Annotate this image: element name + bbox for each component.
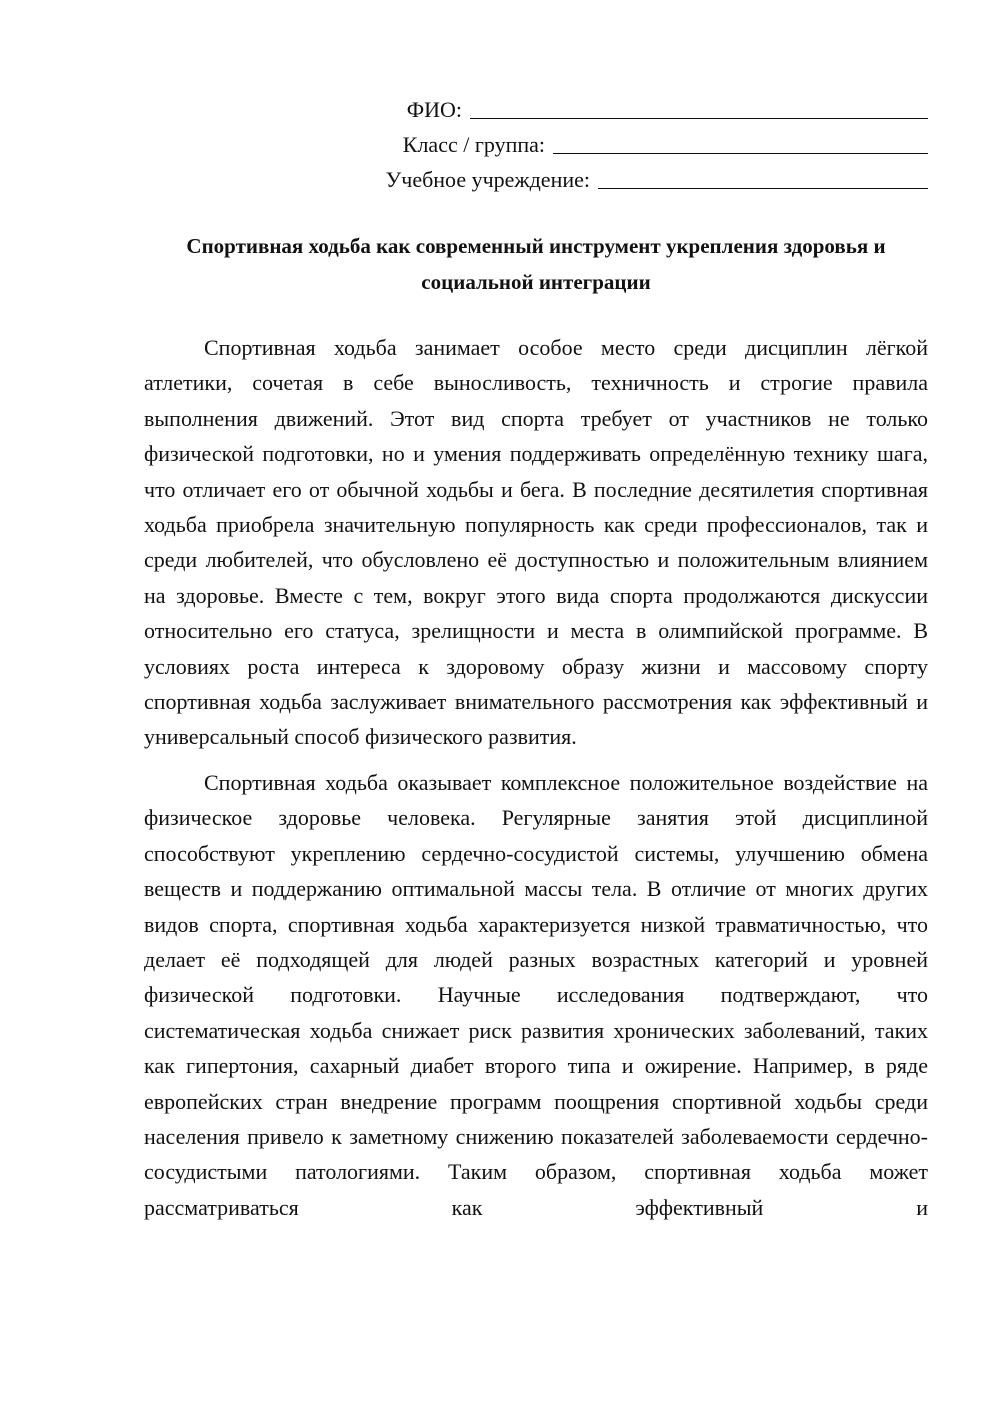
document-body <box>144 330 928 1235</box>
institution-row <box>368 162 928 197</box>
fio-row <box>368 92 928 127</box>
class-row <box>368 127 928 162</box>
fio-label: ФИО: <box>406 97 462 122</box>
student-info-fields <box>368 92 928 197</box>
paragraph-1: Спортивная ходьба занимает особое место среди дисциплин лёгкой атлетики, сочетая в себе выносливость, техничность и строгие правила выполнения движений. Этот вид спорта требует от участников не только физической подготовки, но и умения поддерживать определённую технику шага, что отличает его от обычной ходьбы и бега. В последние десятилетия спортивная ходьба приобрела значительную популярность как среди профессионалов, так и среди любителей, что обусловлено её доступностью и положительным влиянием на здоровье. Вместе с тем, вокруг этого вида спорта продолжаются дискуссии относительно его статуса, зрелищности и места в олимпийской программе. В условиях роста интереса к здоровому образу жизни и массовому спорту спортивная ходьба заслуживает внимательного рассмотрения как эффективный и универсальный способ физического развития. <box>144 335 928 750</box>
class-label: Класс / группа: <box>402 132 545 157</box>
institution-blank-line[interactable] <box>598 164 928 189</box>
document-title: Спортивная ходьба как современный инструмент укрепления здоровья и социальной интеграции <box>186 234 886 294</box>
class-blank-line[interactable] <box>553 129 928 154</box>
fio-blank-line[interactable] <box>470 94 928 119</box>
institution-label: Учебное учреждение: <box>385 167 590 192</box>
paragraph-2: Спортивная ходьба оказывает комплексное положительное воздействие на физическое здоровье человека. Регулярные занятия этой дисциплиной способствуют укреплению сердечно-сосудистой системы, улучшению обмена веществ и поддержанию оптимальной массы тела. В отличие от многих других видов спорта, спортивная ходьба характеризуется низкой травматичностью, что делает её подходящей для людей разных возрастных категорий и уровней физической подготовки. Научные исследования подтверждают, что систематическая ходьба снижает риск развития хронических заболеваний, таких как гипертония, сахарный диабет второго типа и ожирение. Например, в ряде европейских стран внедрение программ поощрения спортивной ходьбы среди населения привело к заметному снижению показателей заболеваемости сердечно-сосудистыми патологиями. Таким образом, спортивная ходьба может рассматриваться как эффективный и <box>144 769 928 1220</box>
